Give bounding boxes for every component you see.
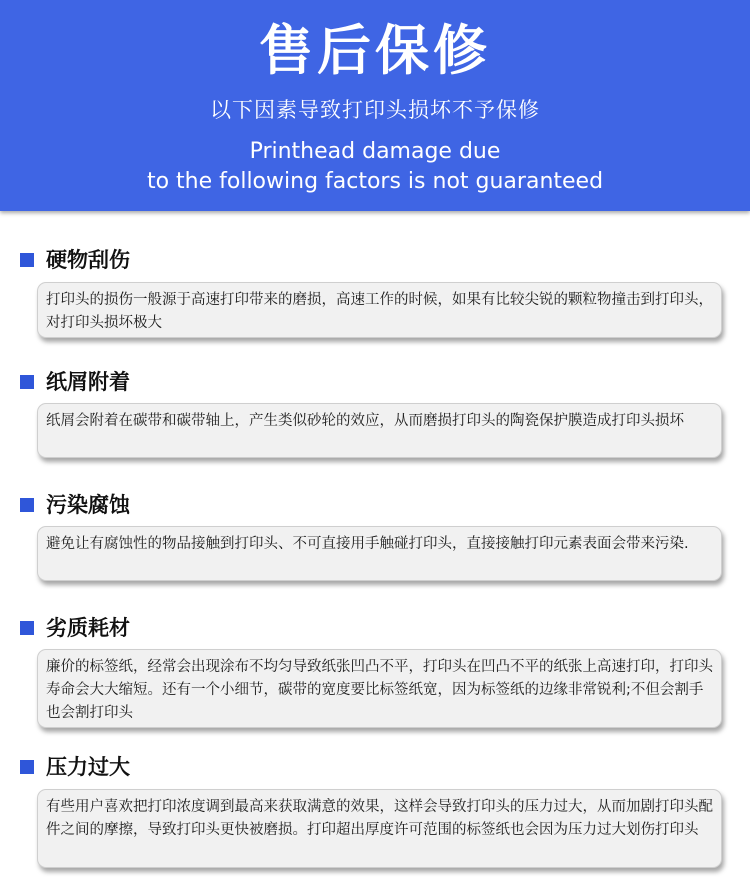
section-description: 纸屑会附着在碳带和碳带轴上，产生类似砂轮的效应，从而磨损打印头的陶瓷保护膜造成打印头损坏 [37,403,722,458]
section-description: 有些用户喜欢把打印浓度调到最高来获取满意的效果，这样会导致打印头的压力过大，从而加剧打印头配件之间的摩擦，导致打印头更快被磨损。打印超出厚度许可范围的标签纸也会因为压力过大划伤打印头 [37,789,722,868]
section-title: 纸屑附着 [46,370,130,394]
subtitle-chinese: 以下因素导致打印头损坏不予保修 [210,98,540,122]
section-description: 避免让有腐蚀性的物品接触到打印头、不可直接用手触碰打印头，直接接触打印元素表面会带来污染. [37,526,722,581]
section-title: 劣质耗材 [46,616,130,640]
section-title: 污染腐蚀 [46,493,130,517]
section-description: 打印头的损伤一般源于高速打印带来的磨损，高速工作的时候，如果有比较尖锐的颗粒物撞击到打印头，对打印头损坏极大 [37,282,722,338]
square-bullet-icon [20,621,34,635]
section-title: 压力过大 [46,755,130,779]
subtitle-english-line1: Printhead damage due [249,139,501,164]
page-title: 售后保修 [259,19,491,82]
section-description: 廉价的标签纸，经常会出现涂布不均匀导致纸张凹凸不平，打印头在凹凸不平的纸张上高速打印，打印头寿命会大大缩短。还有一个小细节，碳带的宽度要比标签纸宽，因为标签纸的边缘非常锐利;不但会割手也会割打印头 [37,649,722,728]
header-banner [0,0,750,211]
square-bullet-icon [20,375,34,389]
subtitle-english-line2: to the following factors is not guaranteed [146,169,604,194]
square-bullet-icon [20,498,34,512]
section-title: 硬物刮伤 [46,248,130,272]
square-bullet-icon [20,760,34,774]
square-bullet-icon [20,253,34,267]
subtitle-english [0,137,750,197]
